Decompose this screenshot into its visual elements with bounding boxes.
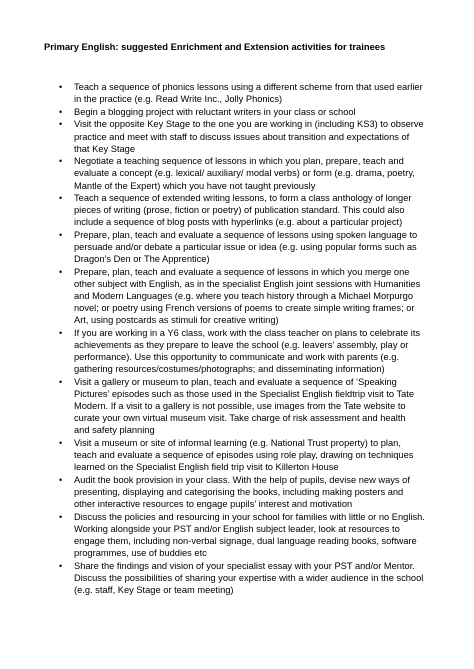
list-item (59, 229, 431, 265)
bullet-icon: • (59, 106, 63, 117)
list-item-text-line: Negotiate a teaching sequence of lessons in which you plan, prepare, teach and (74, 156, 404, 167)
list-item-text-line: and Modern Languages (e.g. where you teach history through a Michael Morpurgo (74, 291, 414, 302)
document-title: Primary English: suggested Enrichment and Extension activities for trainees (44, 41, 386, 52)
list-item (59, 474, 431, 510)
list-item-text-line: achievements as they prepare to leave the school (e.g. leavers’ assembly, play or (74, 340, 409, 351)
bullet-icon: • (59, 560, 63, 571)
list-item (59, 266, 431, 326)
list-item-text-line: Visit a gallery or museum to plan, teach and evaluate a sequence of ‘Speaking (74, 377, 397, 387)
list-item-text-line: learned on the Specialist English field trip visit to Killerton House (74, 462, 339, 473)
list-item-text-line: Discuss the possibilities of sharing your expertise with a wider audience in the school (74, 572, 424, 583)
list-item-text-line: engage them, including non-verbal signage, dual language reading books, software (74, 536, 417, 546)
list-item-text-line: include a sequence of blog posts with hyperlinks (e.g. about a particular project) (74, 217, 403, 228)
list-item (59, 560, 431, 596)
activity-list (59, 81, 431, 597)
list-item-text-line: Pictures’ episodes such as those used in the Specialist English fieldtrip visit to Tate (74, 389, 415, 400)
list-item-text-line: other interactive resources to engage pupils’ interest and motivation (74, 499, 353, 510)
bullet-icon: • (59, 82, 63, 92)
list-item (59, 155, 431, 191)
list-item-text-line: Working alongside your PST and/or English subject leader, look at resources to (74, 523, 400, 534)
list-item-text-line: that Key Stage (74, 143, 135, 154)
list-item (59, 118, 431, 154)
bullet-icon: • (59, 156, 63, 167)
list-item-text-line: Begin a blogging project with reluctant writers in your class or school (74, 106, 356, 117)
bullet-icon: • (59, 474, 63, 485)
list-item-text-line: teach and evaluate a sequence of episodes using role play, drawing on techniques (74, 450, 414, 461)
list-item-text-line: Art, using postcards as stimuli for creative writing) (74, 315, 279, 326)
list-item-text-line: and safety planning (74, 425, 155, 436)
list-item-text-line: programmes, use of buddies etc (74, 548, 207, 559)
list-item-text-line: Audit the book provision in your class. With the help of pupils, devise new ways of (74, 474, 410, 485)
list-item-text-line: pieces of writing (prose, fiction or poetry) of publication standard. This could also (74, 205, 405, 216)
list-item-text-line: persuade and/or debate a particular issue or idea (e.g. using popular forms such as (74, 242, 417, 253)
list-item (59, 437, 431, 473)
list-item-text-line: gathering resources/costumes/photographs; and disseminating information) (74, 364, 385, 375)
list-item (59, 81, 431, 105)
list-item-text-line: Teach a sequence of phonics lessons using a different scheme from that used earlier (74, 82, 423, 92)
list-item (59, 106, 431, 118)
list-item-text-line: novel; or poetry using French versions of poems to create simple writing frames; or (74, 303, 415, 314)
list-item-text-line: evaluate a concept (e.g. lexical/ auxiliary/ modal verbs) or form (e.g. drama, poetry, (74, 168, 415, 179)
list-item-text-line: Visit the opposite Key Stage to the one you are working in (including KS3) to observe (74, 119, 424, 130)
list-item-text-line: Prepare, plan, teach and evaluate a sequence of lessons in which you merge one (74, 266, 410, 277)
list-item-text-line: Dragon’s Den or The Apprentice) (74, 254, 210, 265)
list-item-text-line: curate your own virtual museum visit. Take charge of risk assessment and health (74, 413, 406, 424)
list-item-text-line: Modern. If a visit to a gallery is not possible, use images from the Tate website to (74, 401, 406, 412)
bullet-icon: • (59, 438, 63, 449)
list-item-text-line: in the practice (e.g. Read Write Inc., Jolly Phonics) (74, 94, 283, 105)
bullet-icon: • (59, 266, 63, 277)
list-item-text-line: performance). Use this opportunity to communicate and work with parents (e.g. (74, 352, 400, 363)
bullet-icon: • (59, 328, 63, 339)
bullet-icon: • (59, 230, 63, 241)
bullet-icon: • (59, 119, 63, 130)
list-item-text-line: practice and meet with staff to discuss issues about transition and expectations of (74, 131, 410, 142)
list-item (59, 511, 431, 559)
bullet-icon: • (59, 511, 63, 522)
list-item-text-line: Teach a sequence of extended writing lessons, to form a class anthology of longer (74, 193, 412, 204)
list-item-text-line: other subject with English, as in the specialist English joint sessions with Humanities (74, 279, 421, 290)
list-item-text-line: Mantle of the Expert) which you have not taught previously (74, 180, 316, 191)
list-item-text-line: (e.g. staff, Key Stage or team meeting) (74, 584, 234, 595)
list-item (59, 192, 431, 228)
bullet-icon: • (59, 377, 63, 387)
list-item (59, 376, 431, 436)
list-item-text-line: Discuss the policies and resourcing in your school for families with little or no English. (74, 511, 425, 522)
list-item (59, 327, 431, 375)
bullet-icon: • (59, 193, 63, 204)
list-item-text-line: Share the findings and vision of your specialist essay with your PST and/or Mentor. (74, 560, 415, 571)
list-item-text-line: Visit a museum or site of informal learning (e.g. National Trust property) to plan, (74, 438, 401, 449)
list-item-text-line: If you are working in a Y6 class, work with the class teacher on plans to celebrate its (74, 328, 421, 339)
list-item-text-line: Prepare, plan, teach and evaluate a sequence of lessons using spoken language to (74, 230, 418, 241)
list-item-text-line: presenting, displaying and categorising the books, including making posters and (74, 487, 404, 498)
